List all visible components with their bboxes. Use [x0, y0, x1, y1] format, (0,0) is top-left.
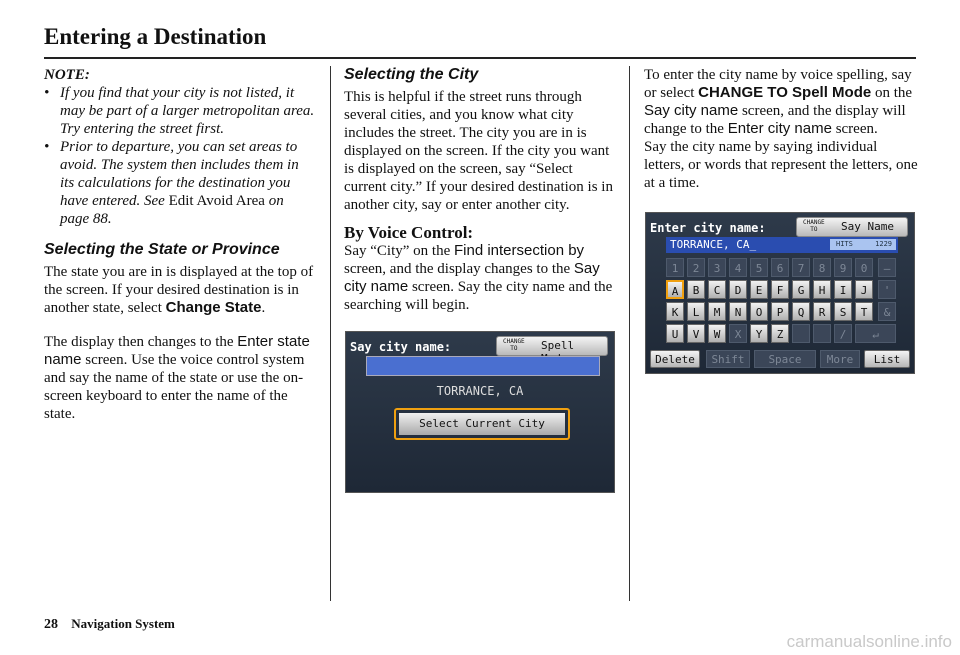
find-intersection-screen-ref: Find intersection by — [453, 242, 585, 259]
key-l[interactable]: L — [687, 302, 705, 321]
screen-title: Say city name: — [350, 340, 452, 354]
key-x: X — [729, 324, 747, 343]
spell-text-c: screen, and the display will change to the — [644, 103, 906, 137]
screen-title: Enter city name: — [650, 221, 766, 235]
note-bullet-2 — [44, 138, 316, 228]
key-v[interactable]: V — [687, 324, 705, 343]
change-state-button-ref: Change State — [165, 299, 262, 316]
key-w[interactable]: W — [708, 324, 726, 343]
title-rule — [44, 57, 916, 59]
footer-section: Navigation System — [71, 616, 175, 631]
more-button: More — [820, 350, 860, 368]
note-bullet-1 — [44, 84, 316, 138]
change-to-say-name-button[interactable] — [796, 217, 908, 237]
watermark: carmanualsonline.info — [786, 632, 952, 651]
voice-control-paragraph — [344, 242, 616, 314]
hits-label: HITS — [836, 240, 853, 248]
key-5: 5 — [750, 258, 768, 277]
voice-text-a: Say “City” on the — [344, 243, 451, 259]
note-bullet-1-text: If you find that your city is not listed, it may be part of a larger metropolitan area. Try entering the street first. — [60, 85, 315, 137]
key-j[interactable]: J — [855, 280, 873, 299]
column-divider-2 — [629, 66, 630, 601]
bullet-dot: • — [44, 85, 50, 101]
state-paragraph-2 — [44, 333, 316, 423]
key-r[interactable]: R — [813, 302, 831, 321]
key-c[interactable]: C — [708, 280, 726, 299]
state-paragraph-1-text: The state you are in is displayed at the top of the screen. If your desired destination is in another state, select — [44, 264, 314, 316]
edit-avoid-area-reference[interactable]: Edit Avoid Area — [168, 193, 265, 209]
key-1: 1 — [666, 258, 684, 277]
voice-text-c: screen. Say the city name and the searching will begin. — [344, 279, 613, 313]
enter-city-name-screen — [645, 212, 915, 374]
bullet-dot: • — [44, 139, 50, 155]
change-to-spell-mode-button[interactable] — [496, 336, 608, 356]
page-reference: on page 88. — [60, 193, 284, 227]
key-6: 6 — [771, 258, 789, 277]
period: . — [261, 300, 266, 316]
key-a[interactable]: A — [666, 280, 684, 299]
note-title: NOTE: — [44, 67, 90, 83]
enter-state-name-screen-ref: Enter state name — [44, 333, 310, 368]
city-entry-field[interactable] — [666, 237, 898, 253]
enter-city-name-screen-ref: Enter city name — [727, 120, 832, 137]
page-number: 28 — [44, 617, 58, 632]
key-apostrophe: ' — [878, 280, 896, 299]
spell-mode-label: Spell — [541, 339, 575, 352]
key-u[interactable]: U — [666, 324, 684, 343]
change-to-label: CHANGE TO — [503, 338, 525, 352]
enter-key: ↵ — [855, 324, 896, 343]
key-2: 2 — [687, 258, 705, 277]
delete-button[interactable]: Delete — [650, 350, 700, 368]
city-heading: Selecting the City — [344, 66, 479, 83]
key-e[interactable]: E — [750, 280, 768, 299]
key-i[interactable]: I — [834, 280, 852, 299]
column-divider-1 — [330, 66, 331, 601]
key-dash: – — [878, 258, 896, 277]
city-entry-text: TORRANCE, CA_ — [670, 238, 757, 251]
key-g[interactable]: G — [792, 280, 810, 299]
note-bullet-2-text: Prior to departure, you can set areas to avoid. The system then includes them in its calculations for the destination you have entered. See — [60, 139, 299, 209]
key-y[interactable]: Y — [750, 324, 768, 343]
key-k[interactable]: K — [666, 302, 684, 321]
key-z[interactable]: Z — [771, 324, 789, 343]
spell-letters-paragraph: Say the city name by saying individual letters, or words that represent the letters, one at a time. — [644, 139, 918, 191]
key-7: 7 — [792, 258, 810, 277]
hits-counter — [830, 239, 896, 250]
key-f[interactable]: F — [771, 280, 789, 299]
key-t[interactable]: T — [855, 302, 873, 321]
change-to-label: CHANGE TO — [803, 219, 825, 233]
select-current-city-label: Select Current City — [399, 413, 565, 435]
key-4: 4 — [729, 258, 747, 277]
key-9: 9 — [834, 258, 852, 277]
city-input-bar — [366, 356, 600, 376]
key-q[interactable]: Q — [792, 302, 810, 321]
voice-text-b: screen, and the display changes to the — [344, 261, 571, 277]
key-p[interactable]: P — [771, 302, 789, 321]
select-current-city-button[interactable] — [394, 408, 570, 440]
change-to-spell-mode-ref: CHANGE TO Spell Mode — [698, 84, 872, 101]
state-paragraph-1 — [44, 263, 316, 317]
list-button[interactable]: List — [864, 350, 910, 368]
spell-text-b: on the — [874, 85, 913, 101]
say-city-name-screen-ref: Say city name — [644, 102, 739, 119]
column-2 — [344, 66, 616, 314]
voice-control-heading: By Voice Control: — [344, 223, 474, 242]
key-0: 0 — [855, 258, 873, 277]
shift-button: Shift — [706, 350, 750, 368]
space-button: Space — [754, 350, 816, 368]
key-3: 3 — [708, 258, 726, 277]
state-heading: Selecting the State or Province — [44, 241, 280, 258]
key-d[interactable]: D — [729, 280, 747, 299]
key-o[interactable]: O — [750, 302, 768, 321]
key-m[interactable]: M — [708, 302, 726, 321]
current-city: TORRANCE, CA — [436, 384, 524, 398]
key-b[interactable]: B — [687, 280, 705, 299]
say-name-label: Say Name — [841, 220, 894, 233]
spell-text-d: screen. — [835, 121, 878, 137]
state-paragraph-2-text-b: screen. Use the voice control system and say the name of the state or use the on-screen keyboard to enter the name of the state. — [44, 352, 305, 422]
key-8: 8 — [813, 258, 831, 277]
key-blank-1 — [792, 324, 810, 343]
hits-value: 1229 — [875, 240, 892, 248]
column-1 — [44, 66, 316, 423]
say-city-name-screen-ref: Say city name — [344, 260, 600, 295]
key-slash: / — [834, 324, 852, 343]
key-blank-2 — [813, 324, 831, 343]
key-ampersand: & — [878, 302, 896, 321]
spell-mode-paragraph — [644, 66, 920, 138]
footer — [44, 616, 175, 633]
say-city-name-screen — [345, 331, 615, 493]
state-paragraph-2-text-a: The display then changes to the — [44, 334, 234, 350]
column-3 — [644, 66, 920, 192]
city-paragraph: This is helpful if the street runs through several cities, and you know what city includes the street. The city you are in is displayed on the screen. If the city you want is displayed on the screen, say “Select current city.” If your desired destination is in another city, say or enter another city. — [344, 89, 613, 213]
key-s[interactable]: S — [834, 302, 852, 321]
page-title: Entering a Destination — [44, 24, 267, 49]
spell-text-a: To enter the city name by voice spelling, say or select — [644, 67, 912, 101]
key-n[interactable]: N — [729, 302, 747, 321]
key-h[interactable]: H — [813, 280, 831, 299]
